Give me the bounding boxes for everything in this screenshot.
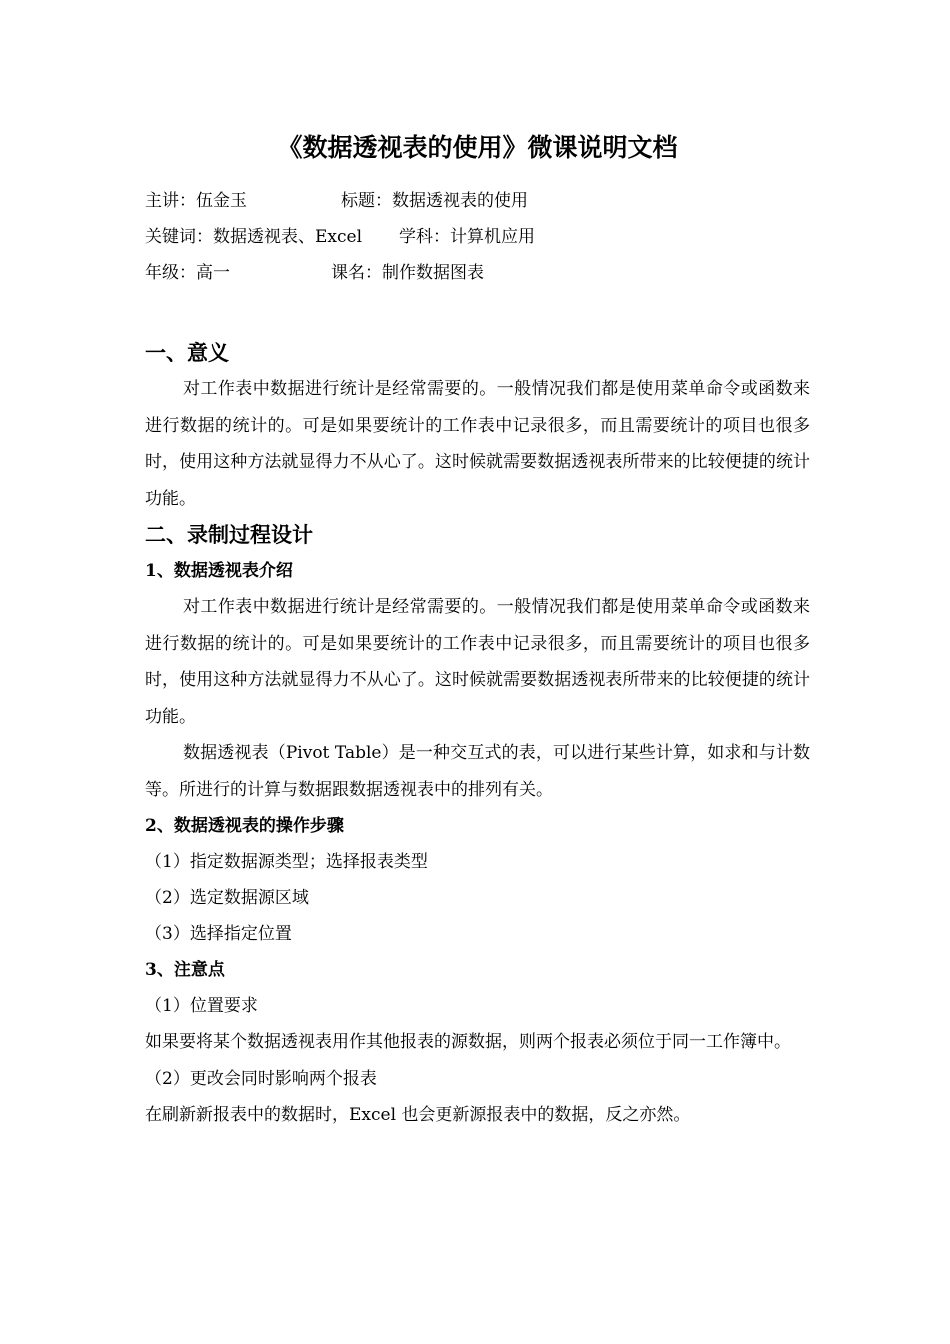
meta-topic: 标题：数据透视表的使用	[341, 191, 528, 211]
subheading-notes: 3、注意点	[145, 960, 225, 980]
section-heading-significance: 一、意义	[145, 340, 229, 365]
meta-lecturer: 主讲：伍金玉	[145, 191, 247, 211]
section-significance-paragraph: 对工作表中数据进行统计是经常需要的。一般情况我们都是使用菜单命令或函数来进行数据的统计的。可是如果要统计的工作表中记录很多，而且需要统计的项目也很多时，使用这种方法就显得力不从心了。这时候就需要数据透视表所带来的比较便捷的统计功能。	[145, 379, 810, 509]
meta-row-grade	[145, 255, 810, 291]
spacer	[145, 291, 810, 335]
note-item-location: （1）位置要求	[145, 996, 258, 1016]
subheading-pivot-steps: 2、数据透视表的操作步骤	[145, 816, 344, 836]
document-title: 《数据透视表的使用》微课说明文档	[277, 133, 678, 162]
meta-subject: 学科：计算机应用	[399, 227, 535, 247]
meta-row-lecturer	[145, 183, 810, 219]
step-item-2: （2）选定数据源区域	[145, 888, 309, 908]
note-changes-text: 在刷新新报表中的数据时，Excel 也会更新源报表中的数据，反之亦然。	[145, 1104, 691, 1125]
section-heading-recording-design: 二、录制过程设计	[145, 522, 313, 547]
pivot-intro-paragraph-1: 对工作表中数据进行统计是经常需要的。一般情况我们都是使用菜单命令或函数来进行数据的统计的。可是如果要统计的工作表中记录很多，而且需要统计的项目也很多时，使用这种方法就显得力不从心了。这时候就需要数据透视表所带来的比较便捷的统计功能。	[145, 597, 810, 727]
meta-keywords: 关键词：数据透视表、Excel	[145, 227, 363, 247]
step-item-3: （3）选择指定位置	[145, 924, 292, 944]
note-item-changes: （2）更改会同时影响两个报表	[145, 1068, 377, 1089]
document-body	[145, 128, 810, 1133]
meta-row-keywords	[145, 219, 810, 255]
meta-grade: 年级：高一	[145, 263, 230, 283]
step-item-1: （1）指定数据源类型；选择报表类型	[145, 852, 428, 872]
subheading-pivot-intro: 1、数据透视表介绍	[145, 561, 293, 581]
note-location-text: 如果要将某个数据透视表用作其他报表的源数据，则两个报表必须位于同一工作簿中。	[145, 1032, 791, 1052]
meta-course: 课名：制作数据图表	[331, 263, 484, 283]
pivot-intro-paragraph-2: 数据透视表（Pivot Table）是一种交互式的表，可以进行某些计算，如求和与计数等。所进行的计算与数据跟数据透视表中的排列有关。	[145, 743, 810, 800]
